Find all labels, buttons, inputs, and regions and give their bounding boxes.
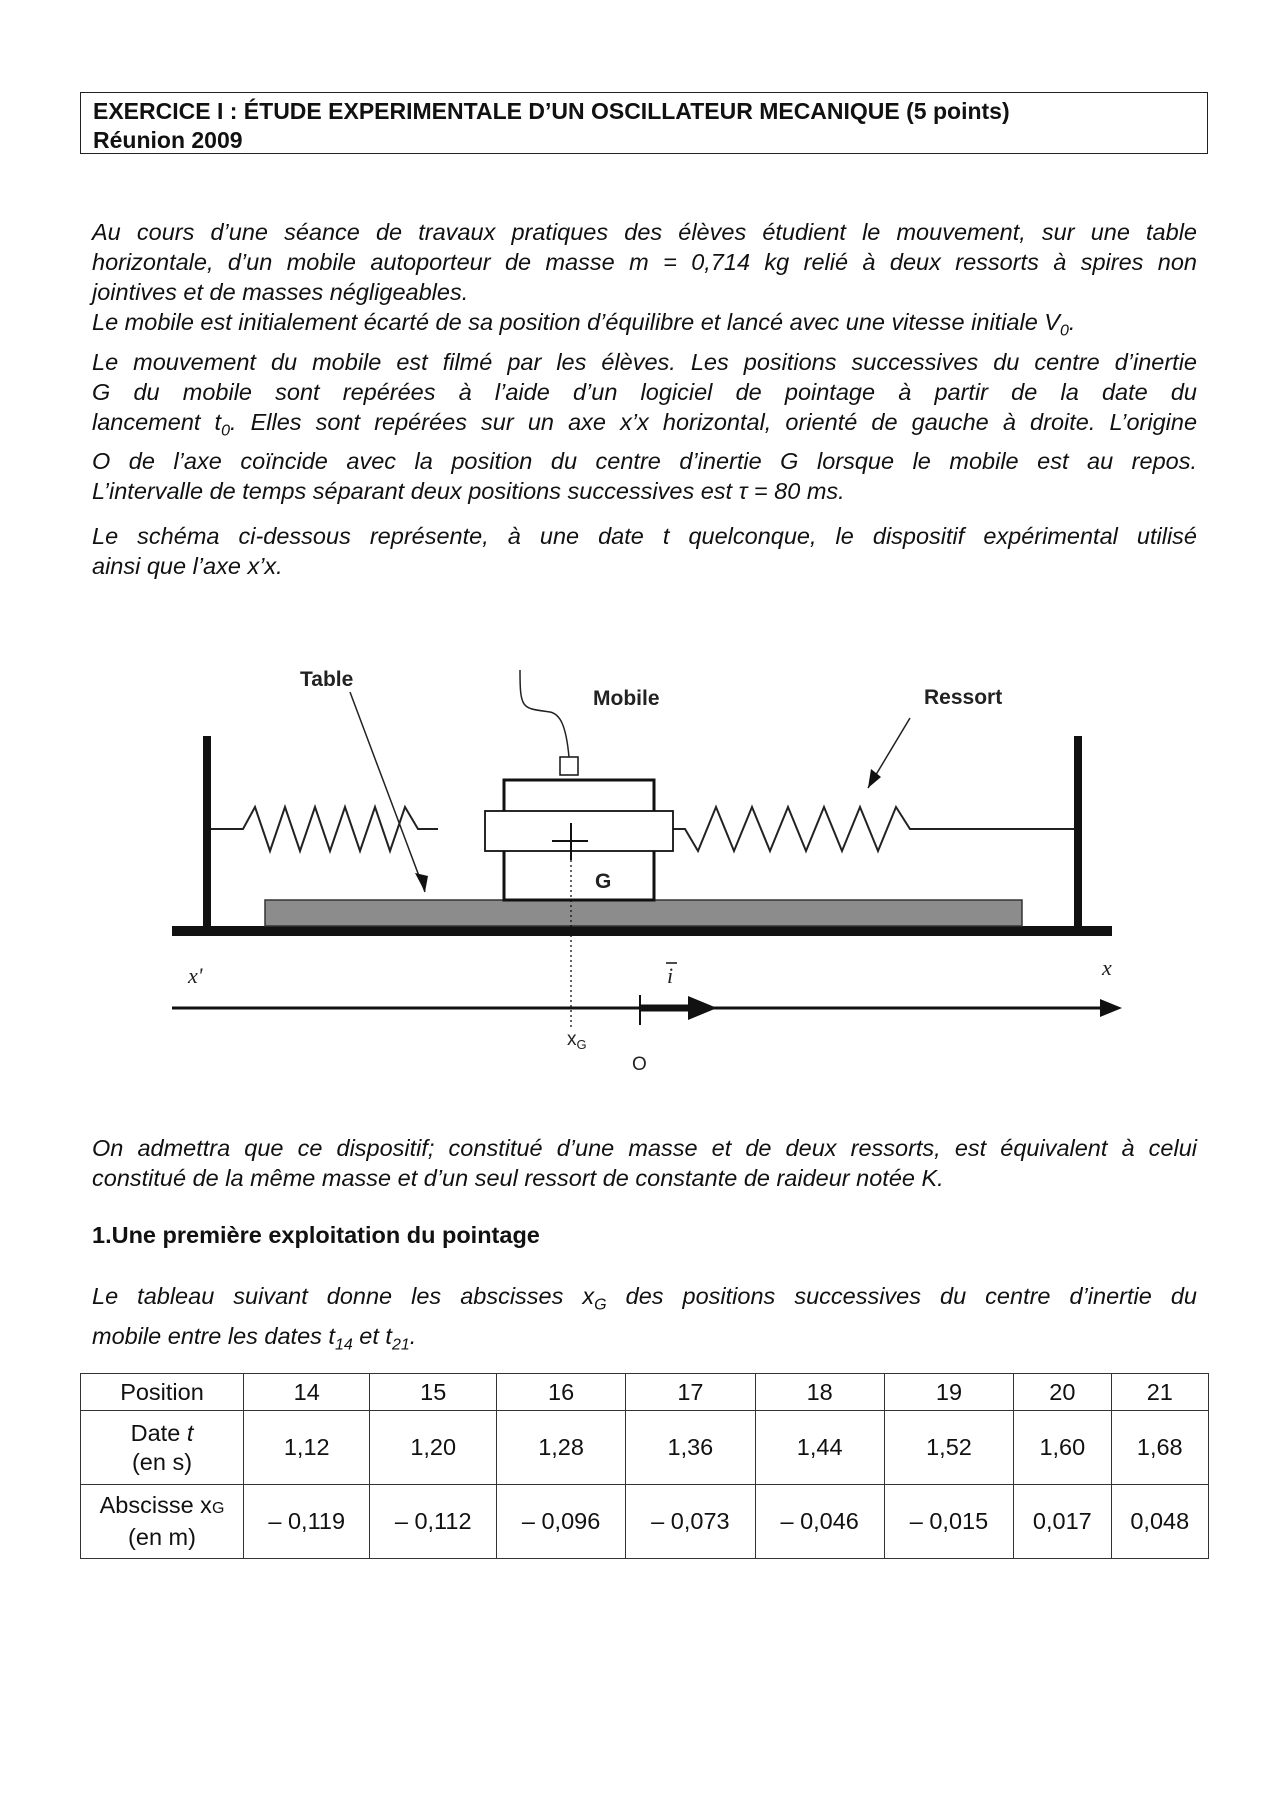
intro-text: lancement t	[92, 408, 222, 435]
position-cell: 19	[884, 1374, 1013, 1411]
position-row	[81, 1374, 1209, 1411]
g-label: G	[595, 870, 612, 893]
abscissa-cell: 0,048	[1111, 1485, 1208, 1559]
intro-line: Le mouvement du mobile est filmé par les élèves. Les positions successives du centre d’inertie	[92, 348, 1197, 375]
position-table	[80, 1373, 1209, 1559]
intro-line: Au cours d’une séance de travaux pratiques des élèves étudient le mouvement, sur une table	[92, 219, 1197, 245]
xg-label: $x_G$	[567, 1029, 587, 1052]
schema-intro-line: Le schéma ci-dessous représente, à une date t quelconque, le dispositif expérimental utilisé	[92, 523, 1197, 549]
abscissa-header: Abscisse xG (en m)	[81, 1485, 244, 1559]
table-label: Table	[300, 668, 354, 691]
intro-line: horizontale, d’un mobile autoporteur de masse m = 0,714 kg relié à deux ressorts à spires non	[92, 249, 1197, 275]
date-cell: 1,12	[244, 1411, 370, 1485]
date-cell: 1,20	[370, 1411, 496, 1485]
mobile-label: Mobile	[593, 687, 660, 710]
table-pointer-line	[350, 692, 425, 892]
exercise-title: EXERCICE I : ÉTUDE EXPERIMENTALE D’UN OSCILLATEUR MECANIQUE (5 points)	[93, 98, 1010, 124]
date-cell: 1,68	[1111, 1411, 1208, 1485]
intro-line	[92, 407, 1197, 447]
date-header: Date t (en s)	[81, 1411, 244, 1485]
intro-text: .	[1068, 309, 1076, 335]
table-intro-line: Le tableau suivant donne les abscisses $x_G$ des positions successives du centre d’inertie du	[92, 1283, 1197, 1314]
date-row	[81, 1411, 1209, 1485]
position-header: Position	[81, 1374, 244, 1411]
position-cell: 16	[496, 1374, 625, 1411]
v0-subscript: 0	[1059, 322, 1069, 340]
origin-label: O	[632, 1054, 647, 1075]
position-cell: 20	[1014, 1374, 1111, 1411]
exercise-subtitle: Réunion 2009	[93, 127, 243, 153]
abscissa-cell: – 0,073	[626, 1485, 755, 1559]
right-wall	[1074, 736, 1082, 928]
unit-vector-head	[688, 996, 717, 1020]
section-1-heading: 1.Une première exploitation du pointage	[92, 1222, 540, 1248]
date-cell: 1,36	[626, 1411, 755, 1485]
ressort-pointer-head	[868, 769, 881, 788]
axis-right-label: x	[1102, 955, 1112, 980]
intro-line: G du mobile sont repérées à l’aide d’un logiciel de pointage à partir de la date du	[92, 378, 1197, 405]
schema-intro-line: ainsi que l’axe x’x.	[92, 553, 283, 579]
air-table	[265, 900, 1022, 926]
date-cell: 1,60	[1014, 1411, 1111, 1485]
intro-paragraph	[92, 217, 1197, 506]
table-intro-line: mobile entre les dates $t_{14}$ et $t_{21}$.	[92, 1322, 417, 1354]
intro-line: O de l’axe coïncide avec la position du centre d’inertie G lorsque le mobile est au repos.	[92, 448, 1197, 475]
unit-vector-label: i	[667, 963, 674, 988]
left-spring	[211, 807, 438, 851]
intro-line: jointives et de masses négligeables.	[92, 279, 469, 305]
abscissa-cell: – 0,096	[496, 1485, 625, 1559]
left-wall	[203, 736, 211, 928]
equivalence-line: constitué de la même masse et d’un seul ressort de constante de raideur notée K.	[92, 1165, 944, 1191]
oscillator-diagram	[150, 640, 1130, 1090]
intro-line: L’intervalle de temps séparant deux positions successives est τ = 80 ms.	[92, 478, 845, 505]
abscissa-row	[81, 1485, 1209, 1559]
position-cell: 15	[370, 1374, 496, 1411]
equivalence-paragraph	[92, 1133, 1197, 1193]
position-cell: 17	[626, 1374, 755, 1411]
exercise-header	[80, 92, 1208, 154]
abscissa-cell: – 0,015	[884, 1485, 1013, 1559]
date-cell: 1,28	[496, 1411, 625, 1485]
equivalence-line: On admettra que ce dispositif; constitué d’une masse et de deux ressorts, est équivalent à celui	[92, 1135, 1197, 1161]
mobile-lug	[485, 811, 673, 851]
t0-subscript: 0	[221, 422, 230, 440]
mobile-cable	[520, 670, 569, 757]
abscissa-cell: 0,017	[1014, 1485, 1111, 1559]
right-spring	[669, 807, 1074, 851]
abscissa-cell: – 0,046	[755, 1485, 884, 1559]
table-pointer-head	[415, 873, 428, 892]
abscissa-cell: – 0,119	[244, 1485, 370, 1559]
date-cell: 1,52	[884, 1411, 1013, 1485]
position-cell: 21	[1111, 1374, 1208, 1411]
abscissa-cell: – 0,112	[370, 1485, 496, 1559]
position-cell: 14	[244, 1374, 370, 1411]
intro-text: Le mobile est initialement écarté de sa position d’équilibre et lancé avec une vitesse initiale V	[92, 309, 1060, 335]
axis-left-label: x'	[188, 963, 203, 988]
intro-line	[92, 307, 1197, 347]
floor-base	[172, 926, 1112, 936]
position-cell: 18	[755, 1374, 884, 1411]
x-axis-arrowhead	[1100, 999, 1122, 1017]
mobile-stud	[560, 757, 578, 775]
ressort-label: Ressort	[924, 686, 1003, 709]
table-intro-paragraph	[92, 1281, 1197, 1360]
schema-intro-paragraph	[92, 521, 1197, 581]
intro-text: . Elles sont repérées sur un axe x’x horizontal, orienté de gauche à droite. L’origine	[229, 408, 1198, 435]
date-cell: 1,44	[755, 1411, 884, 1485]
